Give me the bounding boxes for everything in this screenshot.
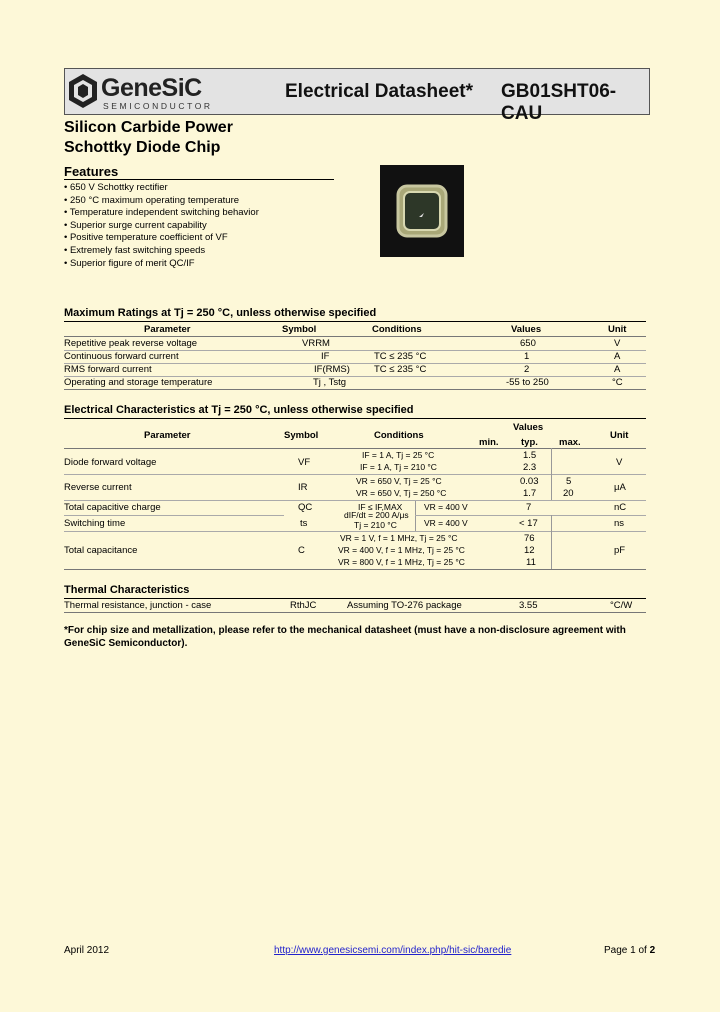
- logo-subtitle: SEMICONDUCTOR: [103, 101, 213, 111]
- cell-parameter: Diode forward voltage: [64, 457, 157, 468]
- cell-symbol: C: [298, 545, 305, 556]
- cell-unit: V: [616, 457, 623, 468]
- cell-condition: VR = 1 V, f = 1 MHz, Tj = 25 °C: [340, 533, 458, 543]
- table-divider: [64, 336, 646, 337]
- cell-condition: IF = 1 A, Tj = 25 °C: [362, 450, 435, 460]
- cell-symbol: IF: [321, 351, 330, 362]
- cell-condition: VR = 800 V, f = 1 MHz, Tj = 25 °C: [338, 557, 465, 567]
- cell-typ: 11: [526, 557, 536, 568]
- feature-item: • Superior figure of merit QC/IF: [64, 258, 259, 271]
- cell-typ: 1.5: [523, 450, 537, 461]
- footer-date: April 2012: [64, 945, 110, 956]
- table-divider: [64, 500, 646, 501]
- cell-unit: μA: [614, 482, 626, 493]
- page-total: 2: [649, 945, 656, 956]
- col-unit: Unit: [610, 430, 629, 441]
- footnote: *For chip size and metallization, please refer to the mechanical datasheet (must have a non-disclosure agreement with GeneSiC Semiconductor).: [64, 625, 626, 649]
- cell-unit: ns: [614, 518, 625, 529]
- feature-item: • Extremely fast switching speeds: [64, 245, 259, 258]
- feature-item: • Temperature independent switching behavior: [64, 207, 259, 220]
- product-title-line2: Schottky Diode Chip: [64, 139, 221, 156]
- thermal-rule: [64, 598, 646, 599]
- max-ratings-table: [64, 322, 646, 390]
- col-unit: Unit: [608, 324, 627, 335]
- part-number: GB01SHT06-CAU: [501, 81, 617, 124]
- table-divider: [64, 569, 646, 570]
- cell-condition: IF ≤ IF,MAX: [358, 502, 403, 512]
- genesic-hexagon-icon: [68, 73, 98, 109]
- logo-wordmark: GeneSiC: [101, 74, 202, 102]
- cell-condition: VR = 400 V: [424, 518, 468, 528]
- table-divider: [64, 612, 646, 613]
- cell-unit: °C/W: [610, 600, 633, 611]
- cell-parameter: Reverse current: [64, 482, 132, 493]
- cell-symbol: ts: [300, 518, 308, 529]
- cell-max: 20: [563, 488, 574, 499]
- cell-parameter: Switching time: [64, 518, 126, 529]
- cell-typ: 0.03: [520, 476, 539, 487]
- cell-condition: VR = 650 V, Tj = 250 °C: [356, 488, 447, 498]
- cell-unit: A: [614, 351, 621, 362]
- col-symbol: Symbol: [284, 430, 319, 441]
- col-typ: typ.: [521, 437, 538, 448]
- electrical-heading-text: Electrical Characteristics at Tj = 250 °C, unless otherwise specified: [64, 404, 414, 416]
- cell-condition: VR = 400 V: [424, 502, 468, 512]
- cell-conditions: TC ≤ 235 °C: [374, 351, 427, 362]
- cell-parameter: RMS forward current: [64, 364, 152, 375]
- feature-item: • 250 °C maximum operating temperature: [64, 195, 259, 208]
- cell-typ: 7: [526, 502, 532, 513]
- cell-condition: dIF/dt = 200 A/μs: [344, 510, 409, 520]
- datasheet-header: [64, 68, 650, 124]
- cell-unit: °C: [612, 377, 623, 388]
- feature-item: • Positive temperature coefficient of VF: [64, 232, 259, 245]
- table-divider: [415, 515, 646, 516]
- col-values: Values: [513, 422, 544, 433]
- cell-symbol: VF: [298, 457, 311, 468]
- cell-typ: < 17: [519, 518, 538, 529]
- col-max: max.: [559, 437, 581, 448]
- table-divider: [64, 389, 646, 390]
- cell-parameter: Thermal resistance, junction - case: [64, 600, 212, 611]
- cell-unit: A: [614, 364, 621, 375]
- cell-parameter: Total capacitive charge: [64, 502, 161, 513]
- cell-symbol: IF(RMS): [314, 364, 350, 375]
- max-ratings-heading: [64, 307, 376, 319]
- table-divider: [64, 448, 646, 449]
- col-parameter: Parameter: [144, 324, 191, 335]
- cell-symbol: VRRM: [302, 338, 330, 349]
- cell-condition: VR = 400 V, f = 1 MHz, Tj = 25 °C: [338, 545, 465, 555]
- thermal-heading: [64, 584, 189, 596]
- thermal-table: [64, 600, 646, 614]
- features-heading: Features: [64, 164, 119, 179]
- company-logo: [65, 69, 240, 114]
- feature-item: • 650 V Schottky rectifier: [64, 182, 259, 195]
- document-title: Electrical Datasheet*: [285, 81, 473, 102]
- cell-typ: 76: [524, 533, 535, 544]
- table-divider: [64, 474, 646, 475]
- electrical-table: [64, 419, 646, 570]
- col-symbol: Symbol: [282, 324, 317, 335]
- col-conditions: Conditions: [374, 430, 424, 441]
- chip-photo: [380, 165, 464, 257]
- footer-link[interactable]: http://www.genesicsemi.com/index.php/hit-sic/baredie: [274, 945, 512, 956]
- col-conditions: Conditions: [372, 324, 422, 335]
- values-divider: [551, 448, 552, 500]
- max-ratings-heading-text: Maximum Ratings at Tj = 250 °C, unless otherwise specified: [64, 307, 377, 319]
- cell-parameter: Operating and storage temperature: [64, 377, 213, 388]
- cell-typ: 1.7: [523, 488, 537, 499]
- features-rule: [64, 179, 334, 180]
- cell-unit: V: [614, 338, 621, 349]
- cell-value: 650: [520, 338, 536, 349]
- cell-condition: VR = 650 V, Tj = 25 °C: [356, 476, 442, 486]
- features-list: [64, 182, 259, 270]
- electrical-heading: [64, 404, 414, 416]
- cell-typ: 2.3: [523, 462, 537, 473]
- feature-item: • Superior surge current capability: [64, 220, 259, 233]
- thermal-heading-text: Thermal Characteristics: [64, 584, 190, 596]
- cell-conditions: TC ≤ 235 °C: [374, 364, 427, 375]
- cell-parameter: Continuous forward current: [64, 351, 179, 362]
- table-divider: [64, 531, 646, 532]
- cell-value: -55 to 250: [506, 377, 549, 388]
- condition-divider: [415, 501, 416, 532]
- page-number-prefix: Page 1 of: [604, 945, 650, 956]
- col-parameter: Parameter: [144, 430, 191, 441]
- cell-symbol: QC: [298, 502, 313, 513]
- cell-conditions: Assuming TO-276 package: [347, 600, 462, 611]
- col-values: Values: [511, 324, 542, 335]
- cell-symbol: IR: [298, 482, 308, 493]
- values-divider: [551, 515, 552, 569]
- cell-parameter: Repetitive peak reverse voltage: [64, 338, 198, 349]
- cell-value: 2: [524, 364, 530, 375]
- cell-max: 5: [566, 476, 572, 487]
- product-title-line1: Silicon Carbide Power: [64, 119, 233, 136]
- cell-unit: nC: [614, 502, 627, 513]
- cell-value: 1: [524, 351, 530, 362]
- page-number: [604, 945, 655, 956]
- cell-parameter: Total capacitance: [64, 545, 138, 556]
- col-min: min.: [479, 437, 499, 448]
- cell-value: 3.55: [519, 600, 538, 611]
- cell-symbol: RthJC: [290, 600, 317, 611]
- cell-unit: pF: [614, 545, 626, 556]
- cell-symbol: Tj , Tstg: [313, 377, 347, 388]
- cell-condition: Tj = 210 °C: [354, 520, 397, 530]
- cell-typ: 12: [524, 545, 535, 556]
- cell-condition: IF = 1 A, Tj = 210 °C: [360, 462, 437, 472]
- table-divider: [64, 515, 284, 516]
